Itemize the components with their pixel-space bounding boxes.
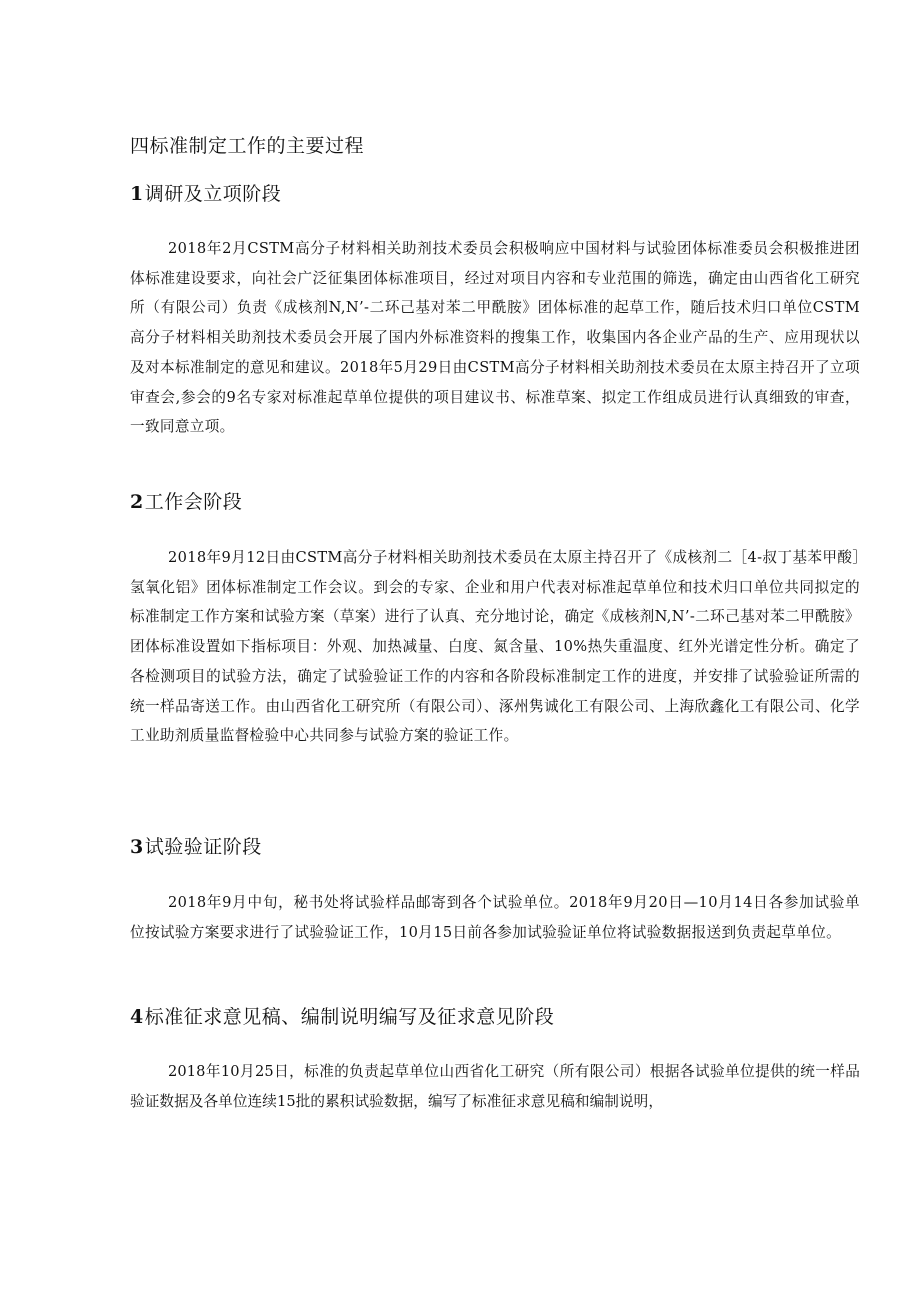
section-4-paragraph: 2018年10月25日，标准的负责起草单位山西省化工研究（所有限公司）根据各试验单位提供的统一样品验证数据及各单位连续15批的累积试验数据，编写了标准征求意见稿和编制说明， (130, 1063, 860, 1110)
section-3-title: 试验验证阶段 (144, 836, 262, 858)
section-1-heading (130, 181, 860, 207)
section-2-title: 工作会阶段 (144, 491, 243, 513)
section-3-heading (130, 834, 860, 860)
section-4-heading (130, 1004, 860, 1030)
section-3-paragraph: 2018年9月中旬，秘书处将试验样品邮寄到各个试验单位。2018年9月20日—10月14日各参加试验单位按试验方案要求进行了试验验证工作，10月15日前各参加试验验证单位将试验数据报送到负责起草单位。 (130, 894, 860, 941)
section-2-number: 2 (130, 491, 144, 513)
section-1-paragraph: 2018年2月CSTM高分子材料相关助剂技术委员会积极响应中国材料与试验团体标准委员会积极推进团体标准建设要求，向社会广泛征集团体标准项目，经过对项目内容和专业范围的筛选，确定由山西省化工研究所（有限公司）负责《成核剂N,N’-二环己基对苯二甲酰胺》团体标准的起草工作，随后技术归口单位CSTM高分子材料相关助剂技术委员会开展了国内外标准资料的搜集工作，收集国内各企业产品的生产、应用现状以及对本标准制定的意见和建议。2018年5月29日由CSTM高分子材料相关助剂技术委员在太原主持召开了立项审查会,参会的9名专家对标准起草单位提供的项目建议书、标准草案、拟定工作组成员进行认真细致的审查，一致同意立项。 (130, 240, 860, 436)
section-4-title: 标准征求意见稿、编制说明编写及征求意见阶段 (144, 1006, 555, 1028)
section-1-title: 调研及立项阶段 (144, 183, 282, 205)
section-4-number: 4 (130, 1006, 144, 1028)
section-1-number: 1 (130, 183, 144, 205)
section-2-paragraph: 2018年9月12日由CSTM高分子材料相关助剂技术委员在太原主持召开了《成核剂二［4-叔丁基苯甲酸］氢氧化铝》团体标准制定工作会议。到会的专家、企业和用户代表对标准起草单位和技术归口单位共同拟定的标准制定工作方案和试验方案（草案）进行了认真、充分地讨论，确定《成核剂N,N’-二环己基对苯二甲酰胺》团体标准设置如下指标项目：外观、加热减量、白度、氮含量、10%热失重温度、红外光谱定性分析。确定了各检测项目的试验方法，确定了试验验证工作的内容和各阶段标准制定工作的进度，并安排了试验验证所需的统一样品寄送工作。由山西省化工研究所（有限公司）、涿州隽诚化工有限公司、上海欣鑫化工有限公司、化学工业助剂质量监督检验中心共同参与试验方案的验证工作。 (130, 549, 860, 745)
section-2-heading (130, 489, 860, 515)
section-3-number: 3 (130, 836, 144, 858)
main-heading: 四标准制定工作的主要过程 (130, 135, 365, 157)
